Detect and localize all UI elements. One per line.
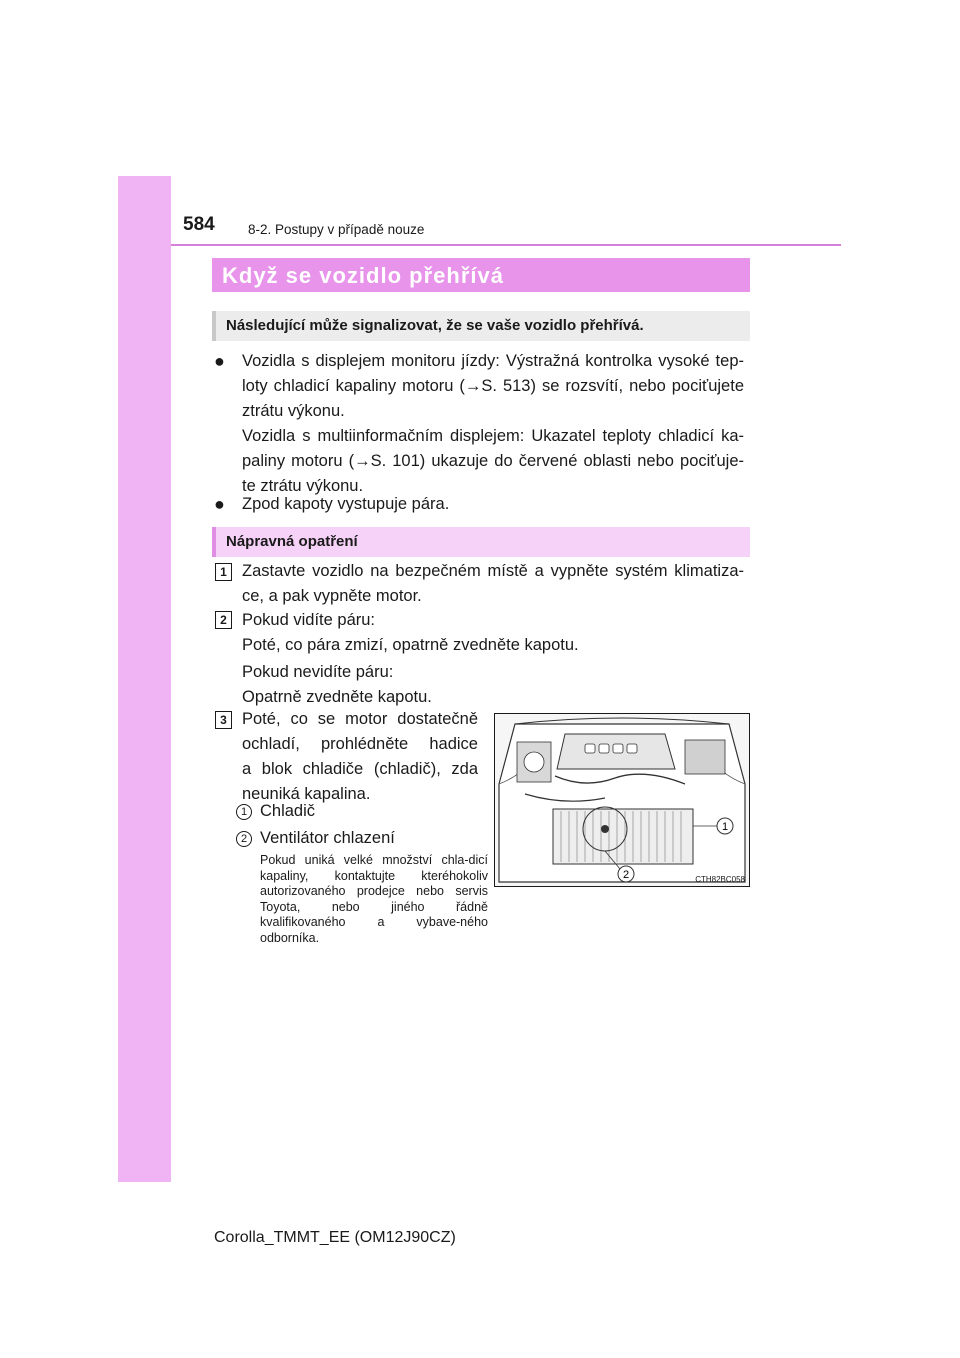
remedy-heading-box [212, 527, 750, 557]
main-title-banner [212, 258, 750, 292]
bullet-text: Zpod kapoty vystupuje pára. [242, 495, 450, 513]
callout-label: Chladič [260, 802, 316, 820]
step-text: Pokud vidíte páru: [242, 611, 375, 629]
image-code: CTH82BC058 [695, 875, 745, 884]
bullet-item [214, 349, 744, 499]
chapter-side-tab [118, 176, 171, 1182]
coolant-leak-note: Pokud uniká velké množství chla-dicí kapaliny, kontaktujte kteréhokoliv autorizovaného prodejce nebo servis Toyota, nebo jiného řádně kvalifikovaného a vybave-ného odborníka. [260, 853, 488, 945]
signs-heading-box [212, 311, 750, 341]
step-text: Pokud nevidíte páru: [242, 663, 394, 681]
step-text: Opatrně zvedněte kapotu. [242, 688, 432, 706]
step-number-box: 3 [215, 711, 232, 729]
callout-1-marker: 1 [721, 821, 729, 833]
step-text: Poté, co se motor dostatečně [242, 710, 478, 728]
step-number-box: 1 [215, 563, 232, 581]
callout-number: 2 [236, 831, 252, 847]
step-text: Poté, co pára zmizí, opatrně zvedněte kapotu. [242, 636, 579, 654]
engine-bay-drawing [495, 714, 749, 886]
step-text: ochladí, prohlédněte hadice [242, 735, 478, 753]
signs-heading: Následující může signalizovat, že se vaše vozidlo přehřívá. [226, 317, 644, 334]
step-text: neuniká kapalina. [242, 785, 371, 803]
callout-number: 1 [236, 804, 252, 820]
step-text: Zastavte vozidlo na bezpečném místě a vypněte systém klimatiza- [242, 562, 744, 580]
bullet-dot-icon: ● [214, 494, 225, 514]
footer-doc-id: Corolla_TMMT_EE (OM12J90CZ) [214, 1229, 456, 1246]
bullet-dot-icon: ● [214, 351, 225, 371]
engine-bay-illustration [494, 713, 750, 887]
bullet-item [214, 492, 744, 517]
main-title: Když se vozidlo přehřívá [222, 263, 504, 288]
step-text: ce, a pak vypněte motor. [242, 587, 422, 605]
header-rule [171, 244, 841, 246]
callout-label: Ventilátor chlazení [260, 829, 395, 847]
bullet-text: Vozidla s multiinformačním displejem: Ukazatel teploty chladicí ka-paliny motoru (→S. 101) ukazuje do červené oblasti nebo pociťuje-te ztrátu výkonu. [242, 427, 744, 495]
bullet-text: Vozidla s displejem monitoru jízdy: Výstražná kontrolka vysoké tep-loty chladicí kapaliny motoru (→S. 513) se rozsvítí, nebo pociťujete ztrátu výkonu. [242, 352, 744, 420]
remedy-heading: Nápravná opatření [226, 533, 358, 550]
page-number: 584 [183, 214, 215, 235]
step-number-box: 2 [215, 611, 232, 629]
section-title: 8-2. Postupy v případě nouze [248, 222, 425, 237]
step-text: a blok chladiče (chladič), zda [242, 760, 478, 778]
callout-2-marker: 2 [622, 869, 630, 881]
